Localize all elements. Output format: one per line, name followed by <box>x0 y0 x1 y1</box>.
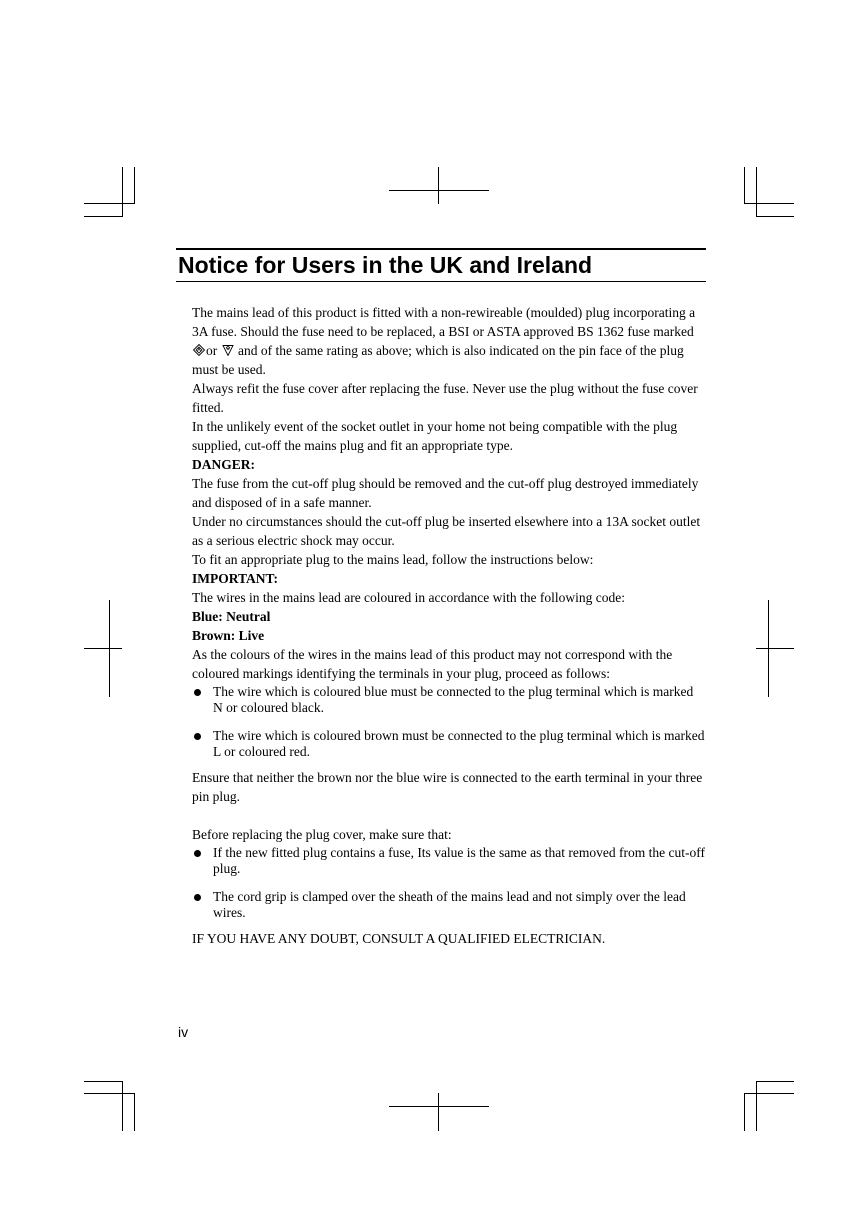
fuse-paragraph: The mains lead of this product is fitted with a non-rewireable (moulded) plug incorporating a 3A fuse. Should the fuse need to be replaced, a BSI or ASTA approved BS 1362 fuse marked or and of the same rating as above; which is also indicated on the pin face of the plug must be used. <box>192 305 696 377</box>
code-blue-neutral: Blue: Neutral <box>192 609 271 624</box>
page-number: iv <box>178 1024 189 1040</box>
list-item: The cord grip is clamped over the sheath of the mains lead and not simply over the lead wires. <box>192 889 706 921</box>
electrician-warning: IF YOU HAVE ANY DOUBT, CONSULT A QUALIFIED ELECTRICIAN. <box>192 931 606 946</box>
bullet-icon <box>194 733 201 740</box>
page-title: Notice for Users in the UK and Ireland <box>178 252 593 278</box>
wiring-list <box>192 684 706 760</box>
instructions-intro: To fit an appropriate plug to the mains lead, follow the instructions below: <box>192 552 594 567</box>
dispose-paragraph: The fuse from the cut-off plug should be removed and the cut-off plug destroyed immediately and disposed of in a safe manner. <box>192 476 699 510</box>
earth-terminal-paragraph: Ensure that neither the brown nor the blue wire is connected to the earth terminal in your three pin plug. <box>192 770 703 804</box>
list-item: If the new fitted plug contains a fuse, Its value is the same as that removed from the cut-off plug. <box>192 845 706 877</box>
fuse-cover-paragraph: Always refit the fuse cover after replacing the fuse. Never use the plug without the fuse cover fitted. <box>192 381 698 415</box>
list-item: The wire which is coloured brown must be connected to the plug terminal which is marked L or coloured red. <box>192 728 706 760</box>
notice-body <box>192 303 706 948</box>
wire-code-paragraph: The wires in the mains lead are coloured in accordance with the following code: <box>192 590 625 605</box>
important-label: IMPORTANT: <box>192 571 279 586</box>
plug-cover-intro: Before replacing the plug cover, make sure that: <box>192 827 452 842</box>
code-brown-live: Brown: Live <box>192 628 265 643</box>
bullet-icon <box>194 850 201 857</box>
title-bottom-rule <box>176 281 706 282</box>
check-list <box>192 845 706 921</box>
danger-label: DANGER: <box>192 457 255 472</box>
bullet-icon <box>194 689 201 696</box>
asta-mark-icon <box>193 344 205 356</box>
list-item: The wire which is coloured blue must be connected to the plug terminal which is marked N or coloured black. <box>192 684 706 716</box>
socket-paragraph: In the unlikely event of the socket outlet in your home not being compatible with the plug supplied, cut-off the mains plug and fit an appropriate type. <box>192 419 678 453</box>
colour-mismatch-paragraph: As the colours of the wires in the mains lead of this product may not correspond with the coloured markings identifying the terminals in your plug, proceed as follows: <box>192 647 673 681</box>
bullet-icon <box>194 894 201 901</box>
bsi-kitemark-icon <box>222 344 234 356</box>
shock-warning-paragraph: Under no circumstances should the cut-off plug be inserted elsewhere into a 13A socket outlet as a serious electric shock may occur. <box>192 514 701 548</box>
